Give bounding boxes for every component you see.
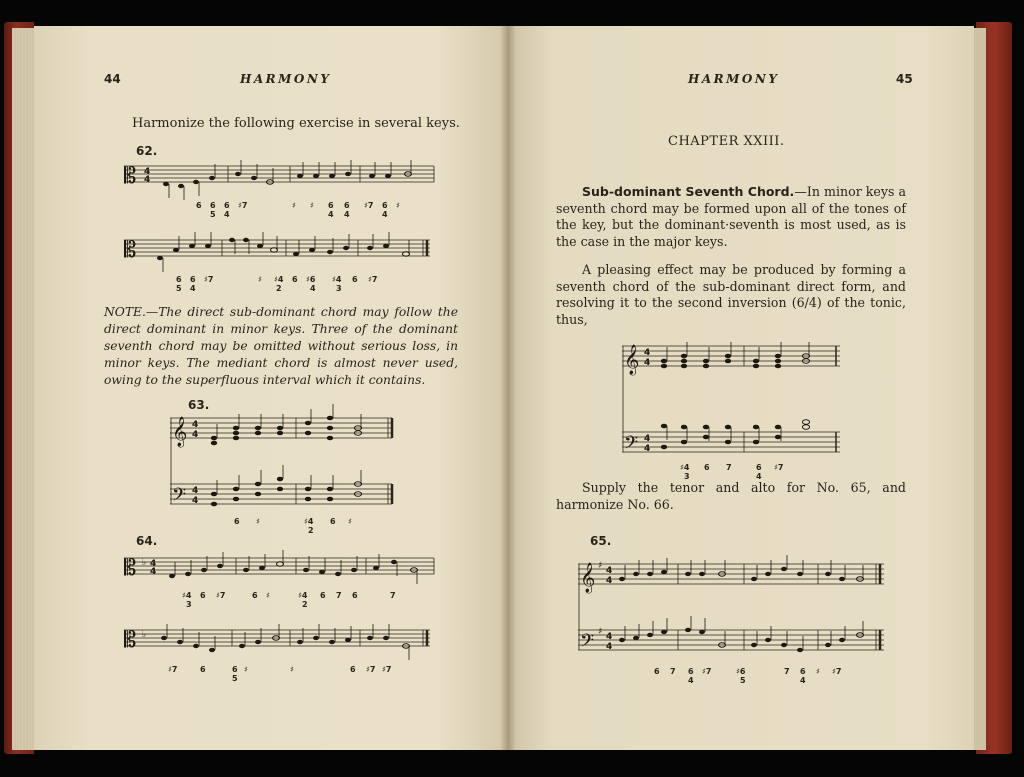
svg-text:♯: ♯: [816, 667, 820, 676]
svg-text:4: 4: [344, 210, 350, 219]
svg-text:♯: ♯: [258, 275, 262, 284]
svg-text:5: 5: [176, 284, 182, 293]
svg-text:6: 6: [190, 275, 196, 284]
svg-text:𝄞: 𝄞: [580, 563, 596, 593]
svg-text:6: 6: [756, 463, 762, 472]
svg-text:♯: ♯: [598, 561, 603, 571]
svg-text:4: 4: [310, 284, 316, 293]
music-staff-65: [578, 556, 890, 686]
book-gutter: [500, 26, 516, 750]
section-heading: Sub-dominant Seventh Chord.: [582, 184, 795, 199]
svg-text:𝄞: 𝄞: [624, 345, 640, 375]
svg-text:♯7: ♯7: [832, 667, 842, 676]
svg-text:𝄡: 𝄡: [124, 238, 137, 263]
svg-text:♭: ♭: [142, 558, 147, 568]
svg-text:6: 6: [800, 667, 806, 676]
svg-text:♯7: ♯7: [168, 665, 178, 674]
music-example-staff: [622, 340, 844, 481]
svg-text:7: 7: [670, 667, 676, 676]
svg-text:4: 4: [382, 210, 388, 219]
svg-text:2: 2: [308, 526, 314, 535]
svg-text:♯4: ♯4: [274, 275, 284, 284]
svg-text:♯6: ♯6: [306, 275, 316, 284]
music-staff-63: [170, 412, 396, 560]
svg-text:𝄢: 𝄢: [172, 485, 187, 510]
svg-text:6: 6: [200, 665, 206, 674]
svg-text:6: 6: [330, 517, 336, 526]
svg-text:6: 6: [352, 275, 358, 284]
svg-text:7: 7: [726, 463, 732, 472]
svg-text:♯: ♯: [292, 201, 296, 210]
svg-text:4: 4: [644, 444, 651, 454]
svg-text:4: 4: [144, 175, 151, 185]
music-staff-62-line1: [124, 160, 436, 220]
svg-text:4: 4: [644, 348, 651, 358]
svg-text:𝄢: 𝄢: [624, 433, 639, 458]
svg-text:5: 5: [740, 676, 746, 685]
svg-text:♯: ♯: [396, 201, 400, 210]
svg-text:6: 6: [350, 665, 356, 674]
svg-text:♯6: ♯6: [736, 667, 746, 676]
svg-text:3: 3: [186, 600, 192, 609]
svg-text:6: 6: [320, 591, 326, 600]
music-staff-64-line1: [124, 552, 436, 612]
svg-text:6: 6: [200, 591, 206, 600]
svg-text:♯: ♯: [266, 591, 270, 600]
exercise-number: 65.: [590, 534, 612, 548]
svg-text:♯: ♯: [348, 517, 352, 526]
svg-text:7: 7: [390, 591, 396, 600]
svg-text:𝄡: 𝄡: [124, 628, 137, 653]
svg-text:6: 6: [328, 201, 334, 210]
svg-text:3: 3: [336, 284, 342, 293]
svg-text:♯4: ♯4: [304, 517, 314, 526]
svg-text:♯7: ♯7: [368, 275, 378, 284]
page-number: 44: [104, 72, 121, 86]
note-paragraph: [104, 304, 458, 389]
svg-text:4: 4: [144, 167, 151, 177]
svg-text:6: 6: [654, 667, 660, 676]
page-edges-left: [12, 28, 34, 750]
svg-text:♭: ♭: [142, 630, 147, 640]
page-edges-right: [972, 28, 986, 750]
svg-text:♯7: ♯7: [366, 665, 376, 674]
svg-text:♯7: ♯7: [774, 463, 784, 472]
svg-text:♯7: ♯7: [382, 665, 392, 674]
svg-text:♯: ♯: [290, 665, 294, 674]
svg-text:7: 7: [336, 591, 342, 600]
svg-text:6: 6: [224, 201, 230, 210]
svg-text:6: 6: [196, 201, 202, 210]
svg-text:6: 6: [232, 665, 238, 674]
svg-text:4: 4: [800, 676, 806, 685]
svg-text:4: 4: [606, 642, 613, 652]
section-paragraph: [556, 184, 906, 250]
svg-text:𝄡: 𝄡: [124, 556, 137, 581]
svg-text:♯: ♯: [310, 201, 314, 210]
example-paragraph: A pleasing effect may be produced by forming a seventh chord of the sub-dominant direct form, and resolving it to the second inversion (6/4) of the tonic, thus,: [556, 262, 906, 327]
music-staff-64-line2: [124, 624, 436, 686]
svg-text:4: 4: [688, 676, 694, 685]
svg-text:6: 6: [352, 591, 358, 600]
svg-text:6: 6: [704, 463, 710, 472]
svg-text:4: 4: [192, 496, 199, 506]
svg-text:𝄢: 𝄢: [580, 631, 595, 656]
running-head: HARMONY: [688, 72, 780, 86]
right-page: [508, 26, 974, 750]
svg-text:2: 2: [302, 600, 308, 609]
svg-text:4: 4: [192, 420, 199, 430]
svg-text:♯7: ♯7: [216, 591, 226, 600]
svg-text:♯7: ♯7: [702, 667, 712, 676]
running-head: HARMONY: [240, 72, 332, 86]
svg-text:4: 4: [190, 284, 196, 293]
svg-text:♯4: ♯4: [182, 591, 192, 600]
page-number: 45: [896, 72, 913, 86]
svg-text:5: 5: [210, 210, 216, 219]
exercise-number: 64.: [136, 534, 158, 548]
svg-text:4: 4: [192, 430, 199, 440]
svg-text:4: 4: [192, 486, 199, 496]
svg-text:4: 4: [150, 567, 157, 577]
note-label: NOTE.: [104, 305, 146, 319]
svg-text:6: 6: [176, 275, 182, 284]
svg-text:4: 4: [606, 576, 613, 586]
svg-text:♯4: ♯4: [298, 591, 308, 600]
music-staff-62-line2: [124, 232, 436, 294]
svg-text:6: 6: [252, 591, 258, 600]
svg-text:6: 6: [382, 201, 388, 210]
svg-text:♯7: ♯7: [204, 275, 214, 284]
svg-text:♯: ♯: [244, 665, 248, 674]
svg-text:2: 2: [276, 284, 282, 293]
note-text: —The direct sub-dominant chord may follow the direct dominant in minor keys. Three of the dominant seventh chord may be omitted without serious loss, in minor keys. The mediant chord is almost never used, owing to the superfluous interval which it contains.: [104, 305, 458, 387]
svg-text:4: 4: [644, 358, 651, 368]
svg-text:♯7: ♯7: [364, 201, 374, 210]
svg-text:4: 4: [644, 434, 651, 444]
svg-text:5: 5: [232, 674, 238, 683]
svg-text:4: 4: [606, 632, 613, 642]
svg-text:4: 4: [606, 566, 613, 576]
svg-text:4: 4: [150, 559, 157, 569]
svg-text:6: 6: [344, 201, 350, 210]
supply-paragraph: Supply the tenor and alto for No. 65, and harmonize No. 66.: [556, 480, 906, 512]
svg-text:7: 7: [784, 667, 790, 676]
chapter-title: CHAPTER XXIII.: [668, 134, 785, 149]
svg-text:6: 6: [688, 667, 694, 676]
svg-text:4: 4: [224, 210, 230, 219]
exercise-number: 62.: [136, 144, 158, 158]
svg-text:6: 6: [292, 275, 298, 284]
svg-text:♯: ♯: [598, 627, 603, 637]
svg-text:6: 6: [210, 201, 216, 210]
svg-text:4: 4: [328, 210, 334, 219]
section-text: —In minor keys a seventh chord may be formed upon all of the tones of the key, but the dominant·seventh is most used, as is the case in the major keys.: [556, 184, 906, 249]
svg-text:♯: ♯: [256, 517, 260, 526]
svg-text:♯4: ♯4: [680, 463, 690, 472]
svg-text:𝄞: 𝄞: [172, 417, 188, 447]
svg-text:6: 6: [234, 517, 240, 526]
svg-text:♯4: ♯4: [332, 275, 342, 284]
svg-text:𝄡: 𝄡: [124, 164, 137, 189]
svg-text:3: 3: [684, 472, 690, 481]
exercise-number: 63.: [188, 398, 210, 412]
exercise-instruction: Harmonize the following exercise in several keys.: [132, 116, 460, 131]
svg-text:4: 4: [756, 472, 762, 481]
left-page: [34, 26, 508, 750]
svg-text:♯7: ♯7: [238, 201, 248, 210]
